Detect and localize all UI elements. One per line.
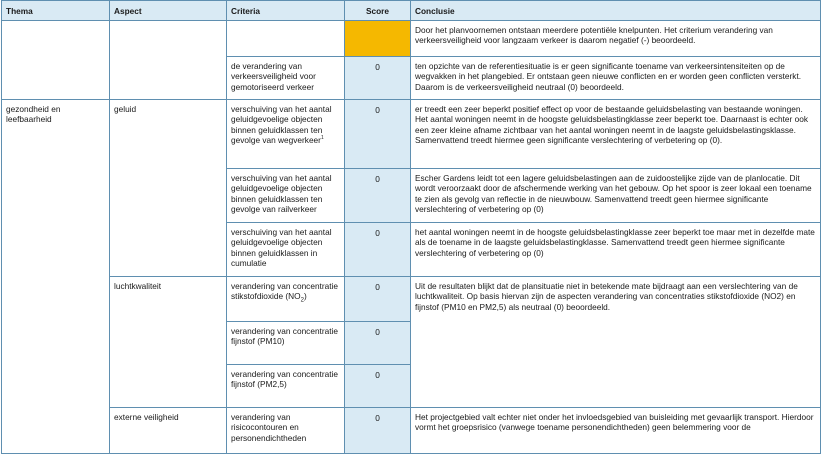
table-row [2, 365, 821, 408]
header-criteria: Criteria [227, 1, 345, 21]
score-badge: 0 [345, 365, 411, 408]
cell-criteria: verandering van concentratie fijnstof (PM2,5) [227, 365, 345, 408]
cell-conclusie: Door het planvoornemen ontstaan meerdere potentiële knelpunten. Het criterium verandering van verkeersveiligheid voor langzaam verkeer is daarom negatief (-) beoordeeld. [411, 21, 821, 57]
cell-thema: gezondheid en leefbaarheid [2, 100, 110, 169]
criteria-tail: ) [303, 291, 307, 302]
cell-thema [2, 408, 110, 454]
cell-thema [2, 365, 110, 408]
score-badge: 0 [345, 100, 411, 169]
cell-aspect [110, 322, 227, 365]
score-badge: 0 [345, 169, 411, 223]
cell-conclusie: er treedt een zeer beperkt positief effect op voor de bestaande geluidsbelasting van bestaande woningen. Het aantal woningen neemt in de hoogste geluidsbelastingklasse zeer beperkt toe. Daarnaast is echter ook een zeer kleine afname zichtbaar van het aantal woningen neemt in de laagste geluidsbelastingsklasse. Samenvattend treedt hiermee geen significante verslechtering of verbetering op (0). [411, 100, 821, 169]
score-badge: 0 [345, 223, 411, 277]
cell-conclusie [411, 322, 821, 365]
cell-aspect [110, 223, 227, 277]
table-row [2, 408, 821, 454]
cell-thema [2, 57, 110, 100]
criteria-text: verandering van concentratie stikstofdioxide (NO [231, 281, 339, 302]
header-score: Score [345, 1, 411, 21]
cell-criteria [227, 277, 345, 322]
score-badge: 0 [345, 322, 411, 365]
table-row [2, 223, 821, 277]
table-row [2, 57, 821, 100]
cell-aspect [110, 169, 227, 223]
cell-aspect [110, 57, 227, 100]
footnote-marker: 1 [320, 135, 324, 142]
cell-criteria: verschuiving van het aantal geluidgevoelige objecten binnen geluidklassen in cumulatie [227, 223, 345, 277]
cell-aspect: geluid [110, 100, 227, 169]
score-badge: 0 [345, 57, 411, 100]
subscript: 2 [300, 298, 304, 305]
cell-conclusie [411, 365, 821, 408]
table-row [2, 322, 821, 365]
cell-criteria [227, 100, 345, 169]
cell-conclusie: Het projectgebied valt echter niet onder het invloedsgebied van buisleiding met gevaarlijk transport. Hierdoor vormt het groepsrisico (vanwege toename personendichtheden) geen belemmering voor de [411, 408, 821, 454]
table-row [2, 100, 821, 169]
cell-aspect [110, 365, 227, 408]
header-aspect: Aspect [110, 1, 227, 21]
assessment-table [1, 0, 821, 454]
cell-criteria: verandering van concentratie fijnstof (PM10) [227, 322, 345, 365]
table-row [2, 277, 821, 322]
table-row [2, 21, 821, 57]
header-thema: Thema [2, 1, 110, 21]
cell-aspect: luchtkwaliteit [110, 277, 227, 322]
cell-thema [2, 21, 110, 57]
cell-aspect: externe veiligheid [110, 408, 227, 454]
table-row [2, 169, 821, 223]
cell-criteria [227, 21, 345, 57]
cell-aspect [110, 21, 227, 57]
cell-conclusie: Escher Gardens leidt tot een lagere geluidsbelastingen aan de zuidoostelijke zijde van de planlocatie. Dit wordt veroorzaakt door de afschermende werking van het gebouw. Op het spoor is zeer lokaal een toename te zien als gevolg van reflectie in de nieuwbouw. Samenvattend treedt geen hiermee significante verslechtering of verbetering op (0) [411, 169, 821, 223]
cell-criteria: verandering van risicocontouren en personendichtheden [227, 408, 345, 454]
cell-criteria: de verandering van verkeersveiligheid voor gemotoriseerd verkeer [227, 57, 345, 100]
table-header-row [2, 1, 821, 21]
cell-conclusie: Uit de resultaten blijkt dat de plansituatie niet in betekende mate bijdraagt aan een verslechtering van de luchtkwaliteit. Op basis hiervan zijn de aspecten verandering van concentraties stikstofdioxide (NO2) en fijnstof (PM10 en PM2,5) als neutraal (0) beoordeeld. [411, 277, 821, 322]
header-conclusie: Conclusie [411, 1, 821, 21]
criteria-text: verschuiving van het aantal geluidgevoelige objecten binnen geluidklassen ten gevolge van wegverkeer [231, 104, 332, 145]
cell-thema [2, 223, 110, 277]
cell-thema [2, 322, 110, 365]
cell-conclusie: ten opzichte van de referentiesituatie is er geen significante toename van verkeersintensiteiten op de wegvakken in het plangebied. Er ontstaan geen nieuwe conflicten en er worden geen conflicten versterkt. Daarom is de verkeersveiligheid neutraal (0) beoordeeld. [411, 57, 821, 100]
cell-criteria: verschuiving van het aantal geluidgevoelige objecten binnen geluidklassen ten gevolge van railverkeer [227, 169, 345, 223]
score-badge [345, 21, 411, 57]
cell-thema [2, 169, 110, 223]
score-badge: 0 [345, 277, 411, 322]
cell-thema [2, 277, 110, 322]
cell-conclusie: het aantal woningen neemt in de hoogste geluidsbelastingklasse zeer beperkt toe maar met in dezelfde mate als de toename in de laagste geluidsbelastingklasse. Samenvattend treedt geen hiermee significante verslechtering of verbetering op (0) [411, 223, 821, 277]
score-badge: 0 [345, 408, 411, 454]
